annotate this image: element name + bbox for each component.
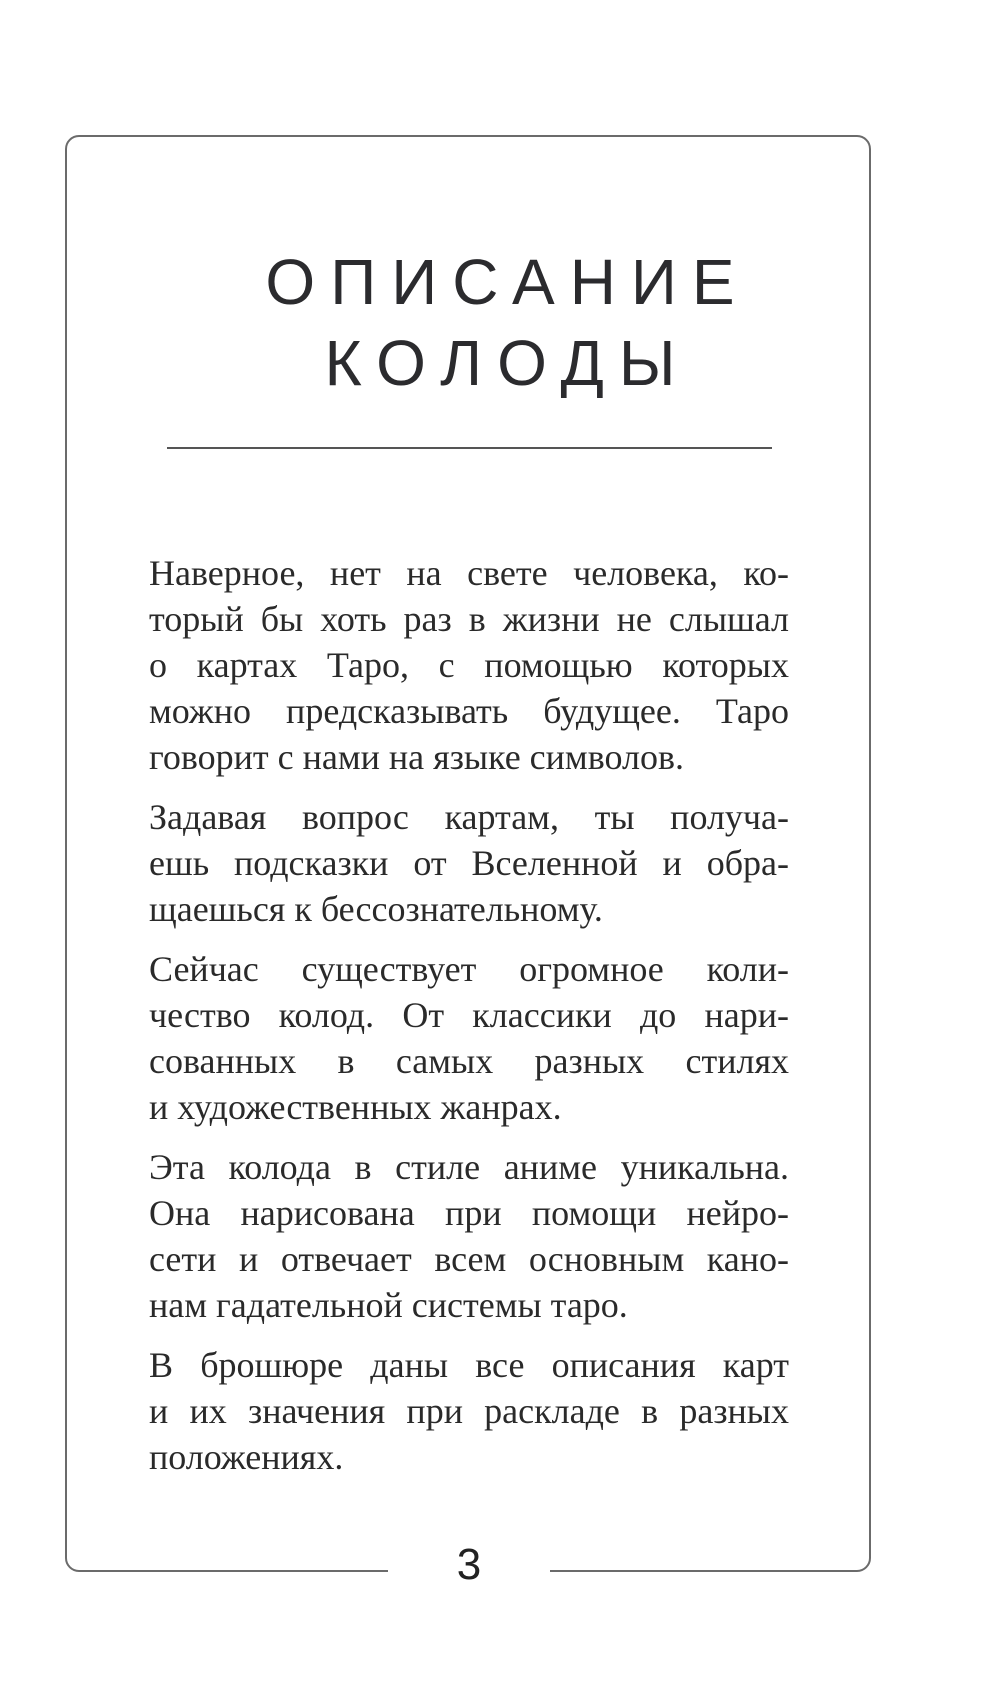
text-line: о картах Таро, с помощью которых [149, 645, 789, 685]
text-line: и художественных жанрах. [149, 1087, 562, 1127]
text-line: положениях. [149, 1437, 344, 1477]
text-line: сованных в самых разных стилях [149, 1041, 789, 1081]
page-number: 3 [456, 1540, 482, 1589]
text-line: Задавая вопрос картам, ты получа- [149, 797, 789, 837]
text-line: говорит с нами на языке символов. [149, 737, 684, 777]
text-line: Сейчас существует огромное коли- [149, 949, 789, 989]
text-line: торый бы хоть раз в жизни не слышал [149, 599, 789, 639]
text-line: Она нарисована при помощи нейро- [149, 1193, 789, 1233]
page-title-line-1: ОПИСАНИЕ [265, 246, 750, 318]
paragraph-3 [149, 946, 789, 1130]
paragraph-5 [149, 1342, 789, 1480]
text-line: можно предсказывать будущее. Таро [149, 691, 789, 731]
text-line: Эта колода в стиле аниме уникальна. [149, 1147, 789, 1187]
text-line: чество колод. От классики до нари- [149, 995, 789, 1035]
text-line: Наверное, нет на свете человека, ко- [149, 553, 789, 593]
text-line: ешь подсказки от Вселенной и обра- [149, 843, 789, 883]
text-line: нам гадательной системы таро. [149, 1285, 628, 1325]
text-line: щаешься к бессознательному. [149, 889, 603, 929]
page-title-line-2: КОЛОДЫ [324, 327, 691, 399]
title-divider [167, 447, 772, 449]
text-line: В брошюре даны все описания карт [149, 1345, 789, 1385]
body-text [149, 550, 789, 1494]
text-line: сети и отвечает всем основным кано- [149, 1239, 789, 1279]
paragraph-4 [149, 1144, 789, 1328]
paragraph-2 [149, 794, 789, 932]
text-line: и их значения при раскладе в разных [149, 1391, 789, 1431]
paragraph-1 [149, 550, 789, 780]
